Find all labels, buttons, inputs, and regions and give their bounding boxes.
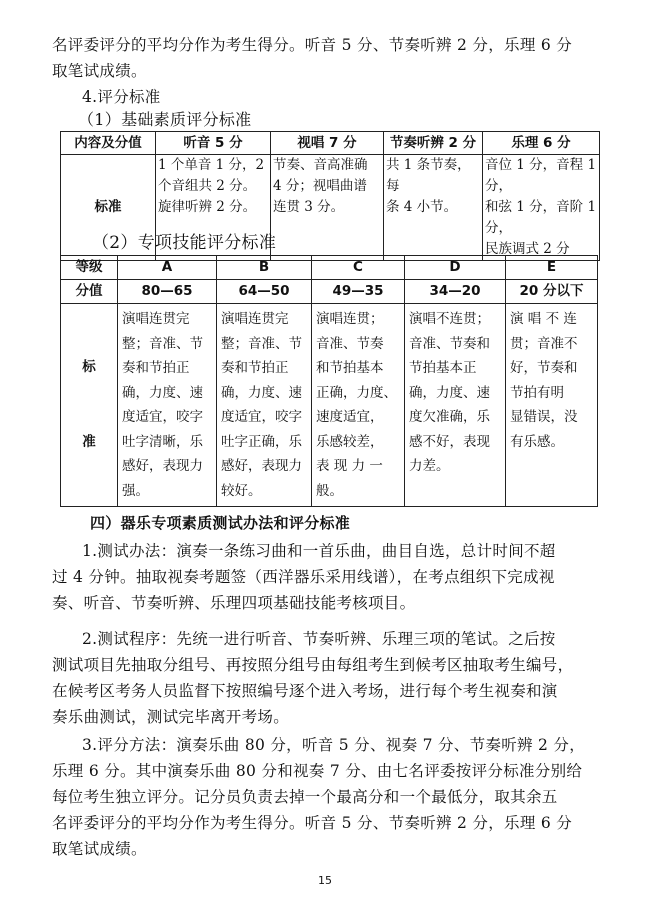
- standard-label-char: 准: [82, 434, 96, 450]
- score-cell: 64—50: [217, 280, 312, 304]
- grade-cell: D: [405, 256, 506, 280]
- standard-label: [61, 304, 118, 507]
- grade-cell: C: [312, 256, 405, 280]
- paragraph-line: 2.测试程序：先统一进行听音、节奏听辨、乐理三项的笔试。之后按: [82, 630, 556, 648]
- table-header-cell: 内容及分值: [61, 132, 156, 155]
- row-label: 标准: [61, 155, 156, 261]
- paragraph-line: 每位考生独立评分。记分员负责去掉一个最高分和一个最低分，取其余五: [52, 788, 558, 806]
- score-cell: 49—35: [312, 280, 405, 304]
- table-cell: 共 1 条节奏，每 条 4 小节。: [384, 155, 483, 261]
- paragraph-line: 测试项目先抽取分组号、再按照分组号由每组考生到候考区抽取考生编号，: [52, 656, 574, 674]
- grade-label: 等级: [61, 256, 118, 280]
- score-cell: 34—20: [405, 280, 506, 304]
- score-label: 分值: [61, 280, 118, 304]
- paragraph-line: 乐理 6 分。其中演奏乐曲 80 分和视奏 7 分、由七名评委按评分标准分别给: [52, 762, 583, 780]
- page-number: 15: [318, 874, 332, 887]
- paragraph-line: 在候考区考务人员监督下按照编号逐个进入考场，进行每个考生视奏和演: [52, 682, 558, 700]
- paragraph-line: 名评委评分的平均分作为考生得分。听音 5 分、节奏听辨 2 分，乐理 6 分: [52, 36, 573, 54]
- table-header-cell: 乐理 6 分: [483, 132, 600, 155]
- table-header-cell: 视唱 7 分: [271, 132, 384, 155]
- paragraph-line: 奏乐曲测试，测试完毕离开考场。: [52, 708, 290, 726]
- grade-cell: A: [118, 256, 217, 280]
- table-cell: 节奏、音高准确 4 分；视唱曲谱 连贯 3 分。: [271, 155, 384, 261]
- table-cell: 演唱连贯； 音准、节奏 和节拍基本 正确，力度、 速度适宜， 乐感较差， 表 现 力 一 般。: [312, 304, 405, 507]
- paragraph-line: 3.评分方法：演奏乐曲 80 分，听音 5 分、视奏 7 分、节奏听辨 2 分，: [82, 736, 586, 754]
- score-cell: 20 分以下: [506, 280, 598, 304]
- section-heading: 4.评分标准: [82, 88, 161, 106]
- grade-cell: E: [506, 256, 598, 280]
- table-cell: 1 个单音 1 分，2 个音组共 2 分。 旋律听辨 2 分。: [156, 155, 271, 261]
- table-cell: 演 唱 不 连 贯；音准不 好，节奏和 节拍有明 显错误，没 有乐感。: [506, 304, 598, 507]
- paragraph-line: 1.测试办法：演奏一条练习曲和一首乐曲，曲目自选，总计时间不超: [82, 542, 556, 560]
- standard-label-char: 标: [82, 359, 96, 375]
- table-header-cell: 节奏听辨 2 分: [384, 132, 483, 155]
- subsection-heading: （1）基础素质评分标准: [78, 110, 252, 129]
- paragraph-line: 取笔试成绩。: [52, 62, 147, 80]
- paragraph-line: 名评委评分的平均分作为考生得分。听音 5 分、节奏听辨 2 分，乐理 6 分: [52, 814, 573, 832]
- paragraph-line: 过 4 分钟。抽取视奏考题签（西洋器乐采用线谱），在考点组织下完成视: [52, 568, 555, 586]
- table-header-cell: 听音 5 分: [156, 132, 271, 155]
- table-cell: 演唱不连贯； 音准、节奏和 节拍基本正 确，力度、速 度欠准确，乐 感不好，表现 力差。: [405, 304, 506, 507]
- section-heading: 四）器乐专项素质测试办法和评分标准: [90, 514, 351, 532]
- subsection-heading: （2）专项技能评分标准: [92, 233, 277, 253]
- paragraph-line: 取笔试成绩。: [52, 840, 147, 858]
- table-cell: 演唱连贯完 整；音准、节 奏和节拍正 确，力度、速 度适宜，咬字 吐字清晰，乐 感好，表现力 强。: [118, 304, 217, 507]
- score-cell: 80—65: [118, 280, 217, 304]
- grade-cell: B: [217, 256, 312, 280]
- table-cell: 音位 1 分，音程 1 分， 和弦 1 分，音阶 1 分， 民族调式 2 分: [483, 155, 600, 261]
- specialty-skill-table: [60, 255, 598, 507]
- paragraph-line: 奏、听音、节奏听辨、乐理四项基础技能考核项目。: [52, 594, 416, 612]
- table-cell: 演唱连贯完 整；音准、节 奏和节拍正 确，力度、速 度适宜，咬字 吐字正确，乐 感好，表现力 较好。: [217, 304, 312, 507]
